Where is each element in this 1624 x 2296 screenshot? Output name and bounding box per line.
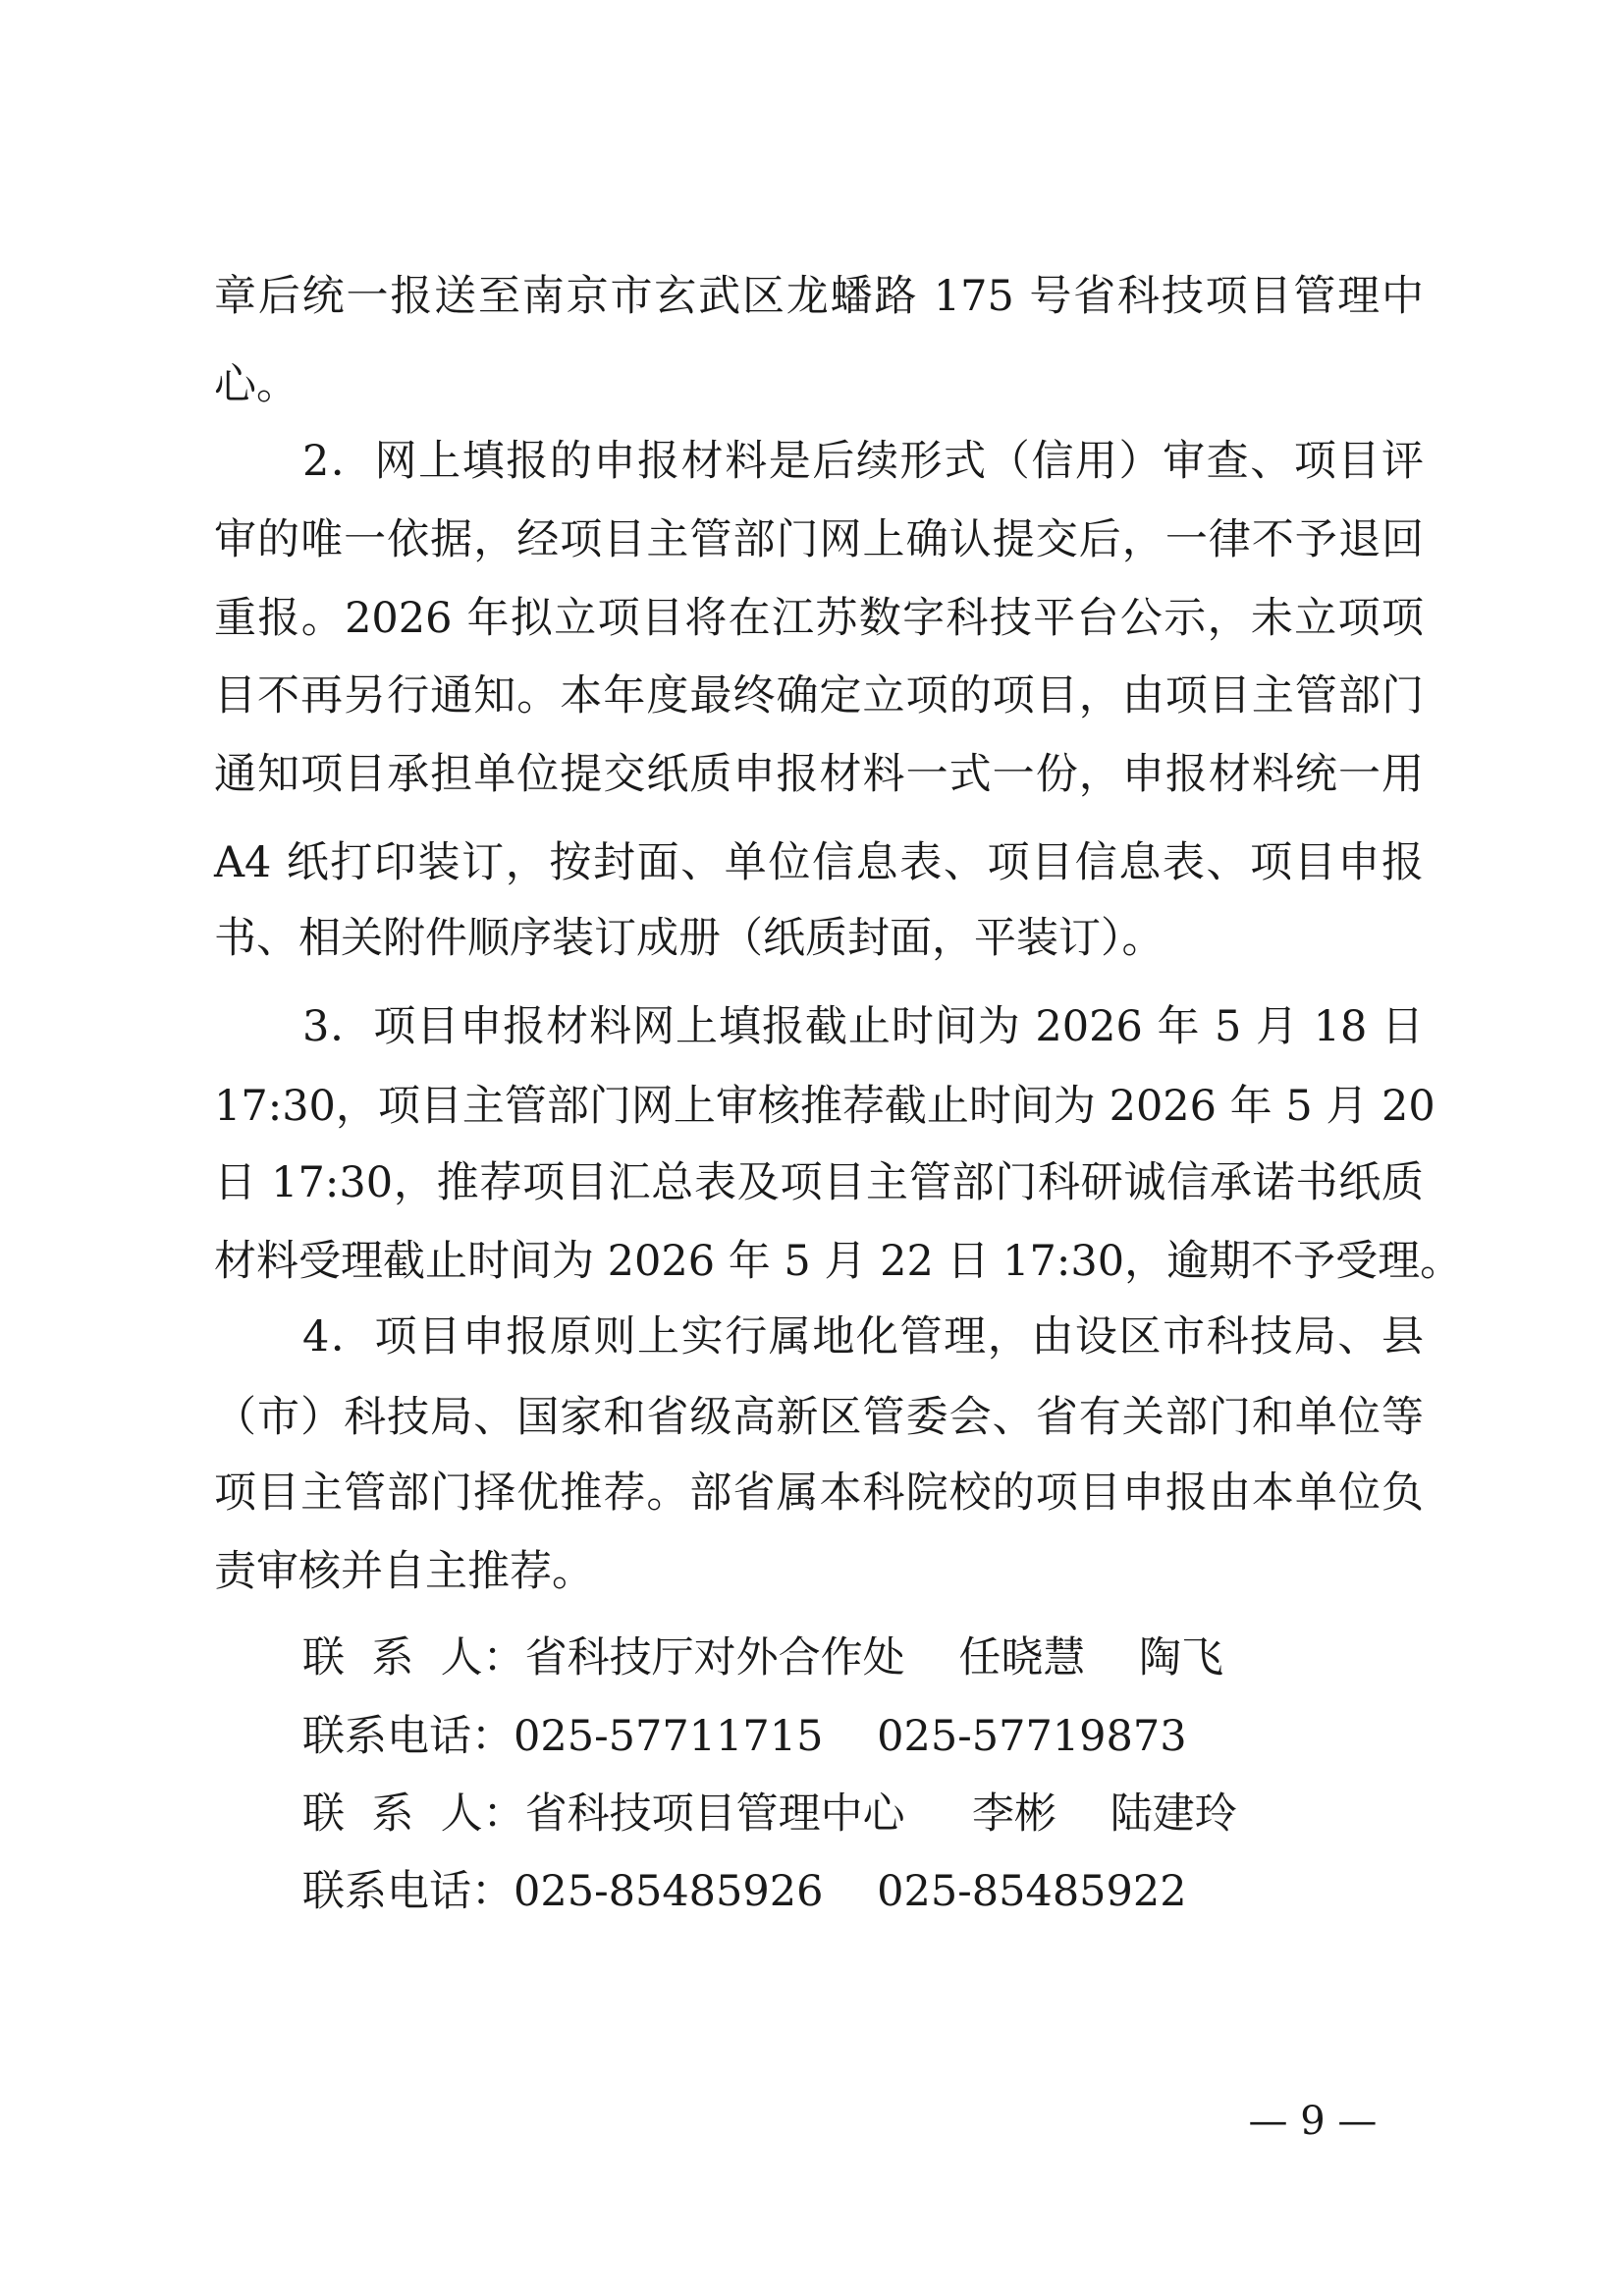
contact-phone-line: 联系电话：025-57711715 025-57719873 <box>302 1712 1187 1761</box>
text-line: 目不再另行通知。本年度最终确定立项的项目，由项目主管部门 <box>214 671 1424 721</box>
text-line: 责审核并自主推荐。 <box>214 1547 594 1596</box>
text-line: 通知项目承担单位提交纸质申报材料一式一份，申报材料统一用 <box>214 750 1424 799</box>
text-line: 心。 <box>214 360 298 409</box>
text-line: 3．项目申报材料网上填报截止时间为 2026 年 5 月 18 日 <box>302 1002 1424 1051</box>
page-number: — 9 — <box>1248 2099 1378 2144</box>
contact-person-line: 联 系 人：省科技厅对外合作处 任晓慧 陶飞 <box>302 1633 1224 1682</box>
text-line: A4 纸打印装订，按封面、单位信息表、项目信息表、项目申报 <box>214 838 1424 887</box>
text-line: 重报。2026 年拟立项目将在江苏数字科技平台公示，未立项项 <box>214 594 1424 643</box>
text-line: 日 17:30，推荐项目汇总表及项目主管部门科研诚信承诺书纸质 <box>214 1158 1424 1207</box>
text-line: 项目主管部门择优推荐。部省属本科院校的项目申报由本单位负 <box>214 1468 1424 1518</box>
text-line: 章后统一报送至南京市玄武区龙蟠路 175 号省科技项目管理中 <box>214 272 1424 321</box>
text-line: 材料受理截止时间为 2026 年 5 月 22 日 17:30，逾期不予受理。 <box>214 1237 1463 1286</box>
text-line: 4．项目申报原则上实行属地化管理，由设区市科技局、县 <box>302 1312 1424 1362</box>
text-line: （市）科技局、国家和省级高新区管委会、省有关部门和单位等 <box>214 1393 1424 1442</box>
text-line: 书、相关附件顺序装订成册（纸质封面，平装订）。 <box>214 914 1164 963</box>
contact-phone-line: 联系电话：025-85485926 025-85485922 <box>302 1867 1187 1916</box>
text-line: 审的唯一依据，经项目主管部门网上确认提交后，一律不予退回 <box>214 515 1424 564</box>
text-line: 17:30，项目主管部门网上审核推荐截止时间为 2026 年 5 月 20 <box>214 1082 1435 1131</box>
text-line: 2．网上填报的申报材料是后续形式（信用）审查、项目评 <box>302 437 1424 486</box>
contact-person-line: 联 系 人：省科技项目管理中心 李彬 陆建玲 <box>302 1789 1237 1839</box>
